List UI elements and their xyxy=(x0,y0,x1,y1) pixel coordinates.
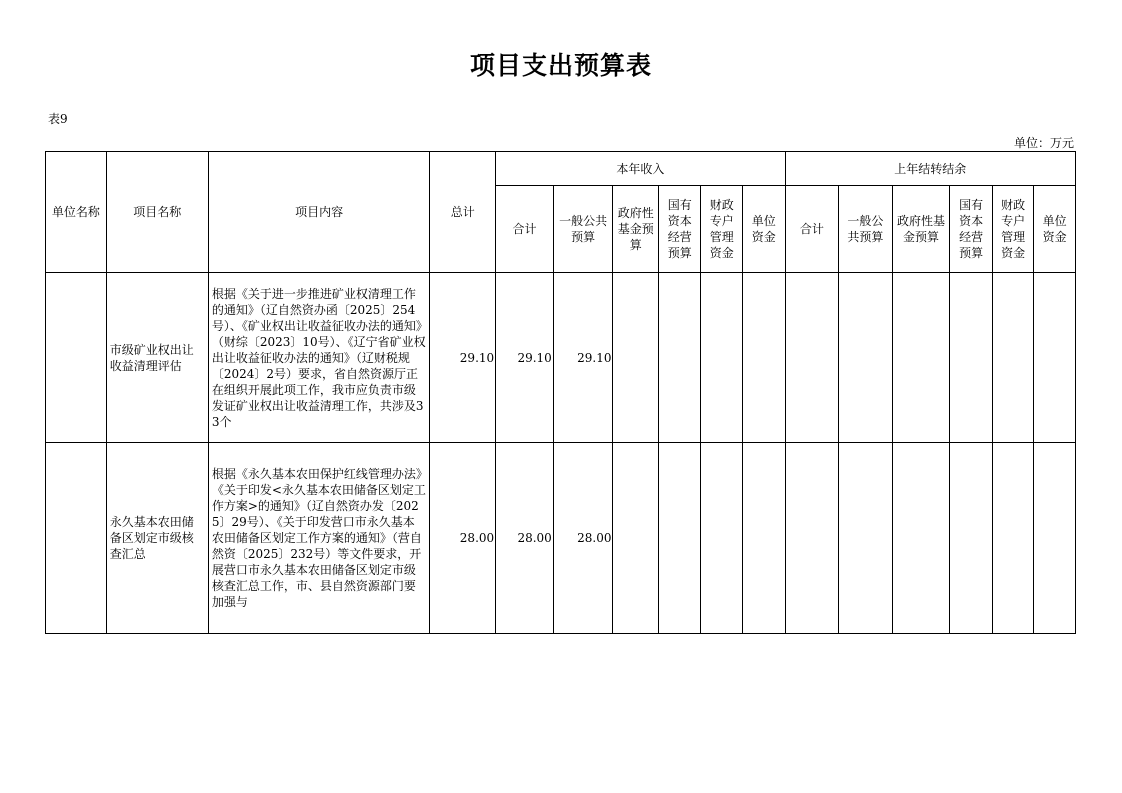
header-current-year-income: 本年收入 xyxy=(496,152,785,186)
cell-carryover-general xyxy=(839,443,893,634)
cell-carryover-sum xyxy=(785,273,839,443)
cell-carryover-state-capital xyxy=(950,273,992,443)
header-unit-name: 单位名称 xyxy=(46,152,107,273)
header-carryover-fiscal-special-fund: 财政专户管理资金 xyxy=(992,186,1033,273)
table-row xyxy=(46,443,1076,634)
cell-carryover-sum xyxy=(785,443,839,634)
cell-carryover-unit-fund xyxy=(1034,443,1076,634)
header-current-general-public-budget: 一般公共预算 xyxy=(553,186,613,273)
unit-label: 单位：万元 xyxy=(1013,136,1074,150)
header-carryover-unit-fund: 单位资金 xyxy=(1034,186,1076,273)
cell-carryover-gov-fund xyxy=(892,273,950,443)
cell-project-name: 市级矿业权出让收益清理评估 xyxy=(106,273,208,443)
cell-current-sum: 28.00 xyxy=(496,443,554,634)
cell-current-gov-fund xyxy=(613,443,659,634)
cell-total: 28.00 xyxy=(430,443,496,634)
page-title: 项目支出预算表 xyxy=(469,51,652,80)
cell-current-general: 29.10 xyxy=(553,273,613,443)
header-project-name: 项目名称 xyxy=(106,152,208,273)
cell-current-state-capital xyxy=(659,443,701,634)
cell-current-general: 28.00 xyxy=(553,443,613,634)
header-current-state-capital-budget: 国有资本经营预算 xyxy=(659,186,701,273)
cell-unit-name xyxy=(46,443,107,634)
cell-current-sum: 29.10 xyxy=(496,273,554,443)
cell-current-gov-fund xyxy=(613,273,659,443)
budget-table xyxy=(45,151,1076,634)
cell-current-fiscal-special xyxy=(701,273,742,443)
header-carryover-state-capital-budget: 国有资本经营预算 xyxy=(950,186,992,273)
header-current-fiscal-special-fund: 财政专户管理资金 xyxy=(701,186,742,273)
cell-project-content: 根据《永久基本农田保护红线管理办法》《关于印发<永久基本农田储备区划定工作方案>的通知》（辽自然资办发〔2025〕29号）、《关于印发营口市永久基本农田储备区划定工作方案的通知》（营自然资〔2025〕232号）等文件要求，开展营口市永久基本农田储备区划定市级核查汇总工作，市、县自然资源部门要加强与 xyxy=(208,443,430,634)
cell-project-name: 永久基本农田储备区划定市级核查汇总 xyxy=(106,443,208,634)
cell-project-content: 根据《关于进一步推进矿业权清理工作的通知》（辽自然资办函〔2025〕254号）、《矿业权出让收益征收办法的通知》（财综〔2023〕10号）、《辽宁省矿业权出让收益征收办法的通知》（辽财税规〔2024〕2号）要求，省自然资源厅正在组织开展此项工作，我市应负责市级发证矿业权出让收益清理工作，共涉及33个 xyxy=(208,273,430,443)
table-row xyxy=(46,273,1076,443)
cell-carryover-unit-fund xyxy=(1034,273,1076,443)
cell-current-fiscal-special xyxy=(701,443,742,634)
cell-carryover-state-capital xyxy=(950,443,992,634)
header-carryover-sum: 合计 xyxy=(785,186,839,273)
cell-carryover-gov-fund xyxy=(892,443,950,634)
header-total: 总计 xyxy=(430,152,496,273)
cell-carryover-fiscal-special xyxy=(992,273,1033,443)
cell-unit-name xyxy=(46,273,107,443)
cell-current-unit-fund xyxy=(742,443,785,634)
header-carryover-gov-fund-budget: 政府性基金预算 xyxy=(892,186,950,273)
cell-carryover-general xyxy=(839,273,893,443)
header-last-year-carryover: 上年结转结余 xyxy=(785,152,1075,186)
cell-current-unit-fund xyxy=(742,273,785,443)
header-current-unit-fund: 单位资金 xyxy=(742,186,785,273)
cell-current-state-capital xyxy=(659,273,701,443)
header-current-gov-fund-budget: 政府性基金预算 xyxy=(613,186,659,273)
header-project-content: 项目内容 xyxy=(208,152,430,273)
header-current-sum: 合计 xyxy=(496,186,554,273)
table-number: 表9 xyxy=(48,112,68,126)
cell-total: 29.10 xyxy=(430,273,496,443)
header-carryover-general-public-budget: 一般公共预算 xyxy=(839,186,893,273)
cell-carryover-fiscal-special xyxy=(992,443,1033,634)
